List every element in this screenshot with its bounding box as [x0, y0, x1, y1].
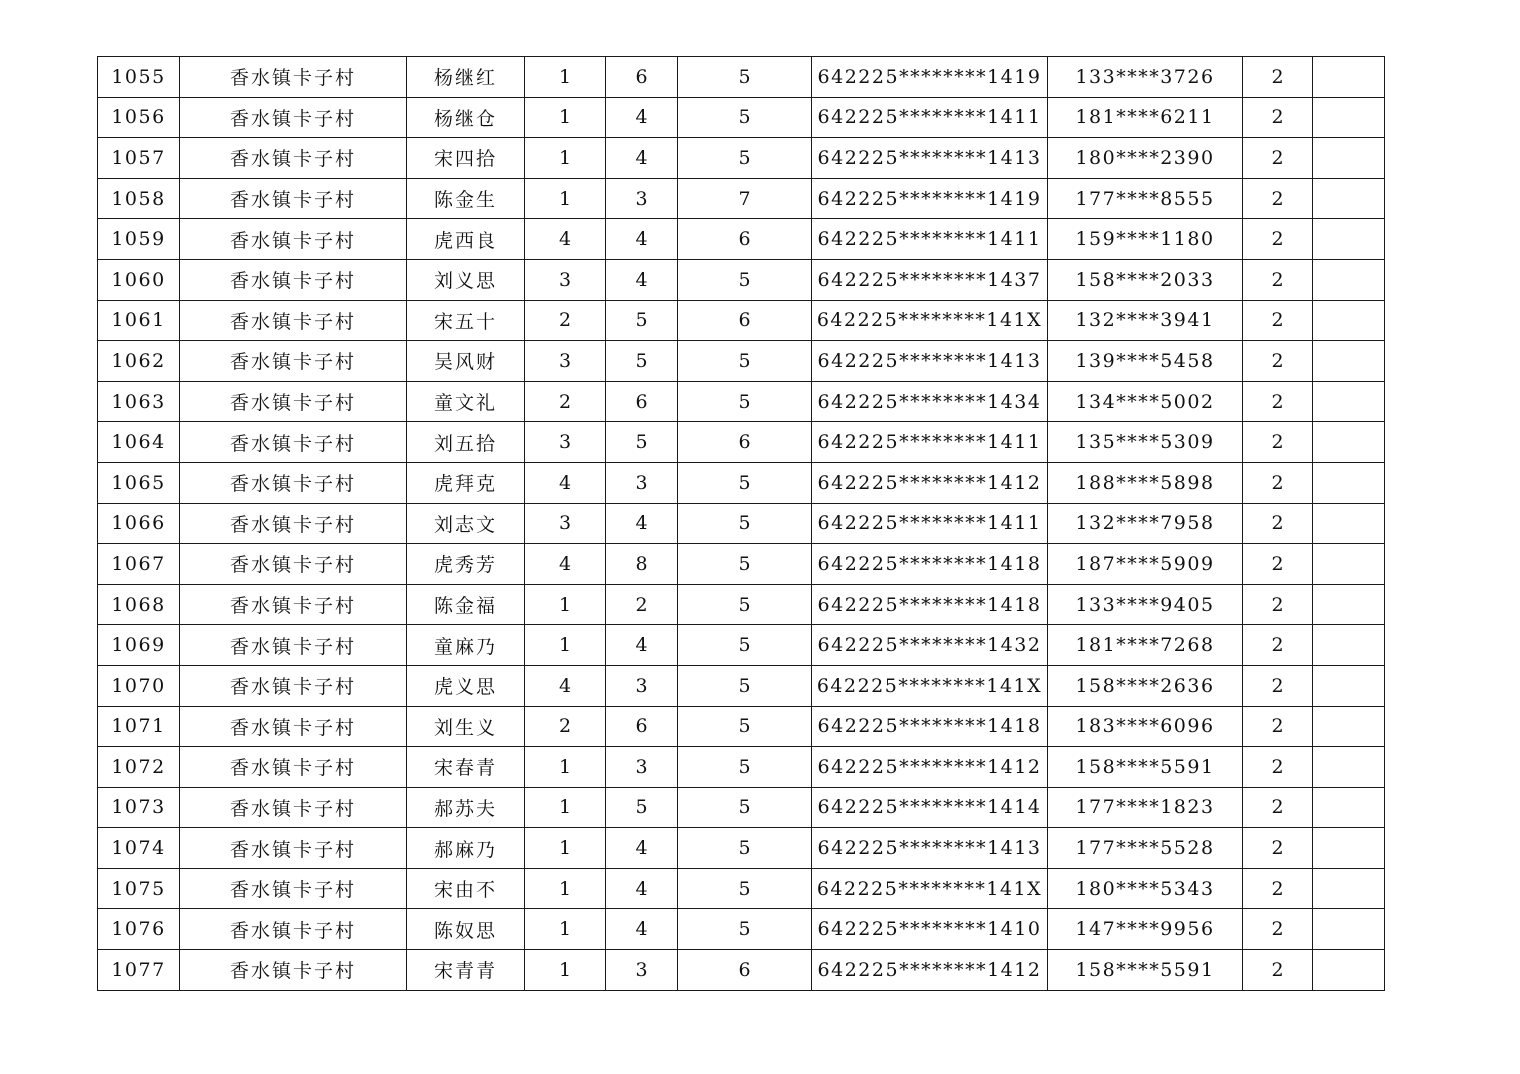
- type-cell: 2: [1243, 584, 1313, 625]
- id-number-cell: 642225********1419: [812, 57, 1048, 98]
- village-cell: 香水镇卡子村: [180, 909, 407, 950]
- village-cell: 香水镇卡子村: [180, 219, 407, 260]
- village-cell: 香水镇卡子村: [180, 950, 407, 991]
- phone-cell: 158****5591: [1048, 950, 1243, 991]
- phone-cell: 132****7958: [1048, 503, 1243, 544]
- name-cell: 宋青青: [407, 950, 525, 991]
- count-a-cell: 1: [525, 828, 606, 869]
- count-a-cell: 1: [525, 178, 606, 219]
- id-number-cell: 642225********141X: [812, 300, 1048, 341]
- phone-cell: 181****7268: [1048, 625, 1243, 666]
- count-b-cell: 5: [606, 300, 678, 341]
- name-cell: 虎拜克: [407, 462, 525, 503]
- village-cell: 香水镇卡子村: [180, 381, 407, 422]
- village-cell: 香水镇卡子村: [180, 138, 407, 179]
- id-number-cell: 642225********1413: [812, 341, 1048, 382]
- type-cell: 2: [1243, 422, 1313, 463]
- remark-cell: [1313, 381, 1385, 422]
- count-b-cell: 6: [606, 706, 678, 747]
- village-cell: 香水镇卡子村: [180, 57, 407, 98]
- remark-cell: [1313, 868, 1385, 909]
- count-c-cell: 5: [678, 341, 812, 382]
- village-cell: 香水镇卡子村: [180, 625, 407, 666]
- table-row: [98, 300, 1385, 341]
- count-c-cell: 5: [678, 625, 812, 666]
- table-row: [98, 219, 1385, 260]
- phone-cell: 188****5898: [1048, 462, 1243, 503]
- id-number-cell: 642225********1418: [812, 706, 1048, 747]
- name-cell: 刘志文: [407, 503, 525, 544]
- count-c-cell: 5: [678, 706, 812, 747]
- name-cell: 陈奴思: [407, 909, 525, 950]
- count-a-cell: 2: [525, 381, 606, 422]
- id-number-cell: 642225********1437: [812, 259, 1048, 300]
- id-number-cell: 642225********1418: [812, 544, 1048, 585]
- serial-number-cell: 1070: [98, 665, 180, 706]
- name-cell: 陈金福: [407, 584, 525, 625]
- type-cell: 2: [1243, 625, 1313, 666]
- village-cell: 香水镇卡子村: [180, 584, 407, 625]
- table-row: [98, 625, 1385, 666]
- serial-number-cell: 1063: [98, 381, 180, 422]
- name-cell: 刘生义: [407, 706, 525, 747]
- name-cell: 宋由不: [407, 868, 525, 909]
- count-a-cell: 1: [525, 584, 606, 625]
- table-row: [98, 706, 1385, 747]
- count-b-cell: 3: [606, 462, 678, 503]
- count-a-cell: 1: [525, 909, 606, 950]
- count-b-cell: 5: [606, 787, 678, 828]
- phone-cell: 177****5528: [1048, 828, 1243, 869]
- name-cell: 虎秀芳: [407, 544, 525, 585]
- village-cell: 香水镇卡子村: [180, 422, 407, 463]
- remark-cell: [1313, 259, 1385, 300]
- count-c-cell: 5: [678, 584, 812, 625]
- id-number-cell: 642225********1410: [812, 909, 1048, 950]
- count-c-cell: 6: [678, 219, 812, 260]
- name-cell: 虎西良: [407, 219, 525, 260]
- name-cell: 杨继红: [407, 57, 525, 98]
- count-c-cell: 6: [678, 422, 812, 463]
- count-b-cell: 5: [606, 341, 678, 382]
- serial-number-cell: 1060: [98, 259, 180, 300]
- id-number-cell: 642225********1414: [812, 787, 1048, 828]
- count-c-cell: 5: [678, 909, 812, 950]
- village-cell: 香水镇卡子村: [180, 178, 407, 219]
- count-c-cell: 5: [678, 259, 812, 300]
- count-a-cell: 1: [525, 787, 606, 828]
- remark-cell: [1313, 665, 1385, 706]
- phone-cell: 180****5343: [1048, 868, 1243, 909]
- serial-number-cell: 1072: [98, 747, 180, 788]
- phone-cell: 133****3726: [1048, 57, 1243, 98]
- village-cell: 香水镇卡子村: [180, 341, 407, 382]
- remark-cell: [1313, 625, 1385, 666]
- count-c-cell: 5: [678, 503, 812, 544]
- phone-cell: 180****2390: [1048, 138, 1243, 179]
- serial-number-cell: 1073: [98, 787, 180, 828]
- count-b-cell: 4: [606, 868, 678, 909]
- serial-number-cell: 1061: [98, 300, 180, 341]
- type-cell: 2: [1243, 57, 1313, 98]
- serial-number-cell: 1059: [98, 219, 180, 260]
- type-cell: 2: [1243, 219, 1313, 260]
- table-row: [98, 422, 1385, 463]
- table-row: [98, 178, 1385, 219]
- table-row: [98, 787, 1385, 828]
- id-number-cell: 642225********1411: [812, 219, 1048, 260]
- count-a-cell: 2: [525, 706, 606, 747]
- type-cell: 2: [1243, 138, 1313, 179]
- count-b-cell: 5: [606, 422, 678, 463]
- serial-number-cell: 1058: [98, 178, 180, 219]
- remark-cell: [1313, 747, 1385, 788]
- table-row: [98, 462, 1385, 503]
- table-row: [98, 828, 1385, 869]
- id-number-cell: 642225********1411: [812, 97, 1048, 138]
- phone-cell: 147****9956: [1048, 909, 1243, 950]
- remark-cell: [1313, 584, 1385, 625]
- serial-number-cell: 1055: [98, 57, 180, 98]
- count-c-cell: 5: [678, 97, 812, 138]
- count-b-cell: 4: [606, 828, 678, 869]
- type-cell: 2: [1243, 909, 1313, 950]
- type-cell: 2: [1243, 787, 1313, 828]
- remark-cell: [1313, 909, 1385, 950]
- table-row: [98, 341, 1385, 382]
- count-a-cell: 1: [525, 97, 606, 138]
- phone-cell: 158****5591: [1048, 747, 1243, 788]
- serial-number-cell: 1064: [98, 422, 180, 463]
- id-number-cell: 642225********141X: [812, 665, 1048, 706]
- count-c-cell: 6: [678, 300, 812, 341]
- count-b-cell: 4: [606, 97, 678, 138]
- id-number-cell: 642225********141X: [812, 868, 1048, 909]
- count-b-cell: 4: [606, 625, 678, 666]
- phone-cell: 134****5002: [1048, 381, 1243, 422]
- type-cell: 2: [1243, 300, 1313, 341]
- village-cell: 香水镇卡子村: [180, 868, 407, 909]
- type-cell: 2: [1243, 950, 1313, 991]
- count-a-cell: 1: [525, 138, 606, 179]
- village-cell: 香水镇卡子村: [180, 665, 407, 706]
- count-a-cell: 1: [525, 950, 606, 991]
- name-cell: 陈金生: [407, 178, 525, 219]
- remark-cell: [1313, 787, 1385, 828]
- type-cell: 2: [1243, 462, 1313, 503]
- phone-cell: 139****5458: [1048, 341, 1243, 382]
- phone-cell: 183****6096: [1048, 706, 1243, 747]
- name-cell: 杨继仓: [407, 97, 525, 138]
- name-cell: 童文礼: [407, 381, 525, 422]
- name-cell: 刘义思: [407, 259, 525, 300]
- count-b-cell: 6: [606, 381, 678, 422]
- phone-cell: 177****8555: [1048, 178, 1243, 219]
- table-row: [98, 950, 1385, 991]
- type-cell: 2: [1243, 97, 1313, 138]
- count-b-cell: 3: [606, 950, 678, 991]
- count-a-cell: 3: [525, 422, 606, 463]
- count-c-cell: 5: [678, 381, 812, 422]
- count-b-cell: 8: [606, 544, 678, 585]
- remark-cell: [1313, 503, 1385, 544]
- name-cell: 虎义思: [407, 665, 525, 706]
- type-cell: 2: [1243, 259, 1313, 300]
- type-cell: 2: [1243, 868, 1313, 909]
- village-cell: 香水镇卡子村: [180, 97, 407, 138]
- name-cell: 刘五拾: [407, 422, 525, 463]
- count-c-cell: 6: [678, 950, 812, 991]
- phone-cell: 158****2636: [1048, 665, 1243, 706]
- type-cell: 2: [1243, 706, 1313, 747]
- count-a-cell: 3: [525, 503, 606, 544]
- remark-cell: [1313, 300, 1385, 341]
- count-b-cell: 4: [606, 219, 678, 260]
- remark-cell: [1313, 828, 1385, 869]
- name-cell: 宋春青: [407, 747, 525, 788]
- phone-cell: 158****2033: [1048, 259, 1243, 300]
- phone-cell: 159****1180: [1048, 219, 1243, 260]
- table-row: [98, 584, 1385, 625]
- id-number-cell: 642225********1418: [812, 584, 1048, 625]
- village-cell: 香水镇卡子村: [180, 747, 407, 788]
- count-b-cell: 4: [606, 259, 678, 300]
- remark-cell: [1313, 544, 1385, 585]
- count-a-cell: 3: [525, 259, 606, 300]
- serial-number-cell: 1074: [98, 828, 180, 869]
- count-a-cell: 4: [525, 219, 606, 260]
- id-number-cell: 642225********1412: [812, 462, 1048, 503]
- village-cell: 香水镇卡子村: [180, 462, 407, 503]
- count-b-cell: 3: [606, 178, 678, 219]
- remark-cell: [1313, 950, 1385, 991]
- type-cell: 2: [1243, 747, 1313, 788]
- count-c-cell: 5: [678, 787, 812, 828]
- name-cell: 郝麻乃: [407, 828, 525, 869]
- id-number-cell: 642225********1411: [812, 503, 1048, 544]
- count-b-cell: 4: [606, 909, 678, 950]
- serial-number-cell: 1068: [98, 584, 180, 625]
- phone-cell: 181****6211: [1048, 97, 1243, 138]
- count-a-cell: 4: [525, 544, 606, 585]
- count-c-cell: 5: [678, 138, 812, 179]
- id-number-cell: 642225********1412: [812, 950, 1048, 991]
- table-row: [98, 909, 1385, 950]
- table-row: [98, 747, 1385, 788]
- village-cell: 香水镇卡子村: [180, 300, 407, 341]
- table-row: [98, 138, 1385, 179]
- count-c-cell: 5: [678, 665, 812, 706]
- count-a-cell: 4: [525, 665, 606, 706]
- village-cell: 香水镇卡子村: [180, 503, 407, 544]
- village-cell: 香水镇卡子村: [180, 706, 407, 747]
- serial-number-cell: 1056: [98, 97, 180, 138]
- id-number-cell: 642225********1411: [812, 422, 1048, 463]
- count-b-cell: 3: [606, 665, 678, 706]
- remark-cell: [1313, 57, 1385, 98]
- remark-cell: [1313, 706, 1385, 747]
- village-cell: 香水镇卡子村: [180, 828, 407, 869]
- table-row: [98, 57, 1385, 98]
- table-row: [98, 97, 1385, 138]
- remark-cell: [1313, 97, 1385, 138]
- table-row: [98, 665, 1385, 706]
- count-c-cell: 5: [678, 462, 812, 503]
- serial-number-cell: 1066: [98, 503, 180, 544]
- phone-cell: 177****1823: [1048, 787, 1243, 828]
- serial-number-cell: 1057: [98, 138, 180, 179]
- phone-cell: 132****3941: [1048, 300, 1243, 341]
- count-c-cell: 5: [678, 544, 812, 585]
- serial-number-cell: 1071: [98, 706, 180, 747]
- type-cell: 2: [1243, 178, 1313, 219]
- id-number-cell: 642225********1412: [812, 747, 1048, 788]
- serial-number-cell: 1069: [98, 625, 180, 666]
- name-cell: 宋四拾: [407, 138, 525, 179]
- serial-number-cell: 1075: [98, 868, 180, 909]
- id-number-cell: 642225********1419: [812, 178, 1048, 219]
- name-cell: 宋五十: [407, 300, 525, 341]
- serial-number-cell: 1076: [98, 909, 180, 950]
- remark-cell: [1313, 178, 1385, 219]
- count-a-cell: 1: [525, 747, 606, 788]
- serial-number-cell: 1077: [98, 950, 180, 991]
- remark-cell: [1313, 462, 1385, 503]
- count-b-cell: 4: [606, 503, 678, 544]
- type-cell: 2: [1243, 828, 1313, 869]
- count-c-cell: 5: [678, 57, 812, 98]
- serial-number-cell: 1062: [98, 341, 180, 382]
- phone-cell: 135****5309: [1048, 422, 1243, 463]
- count-c-cell: 5: [678, 747, 812, 788]
- count-a-cell: 3: [525, 341, 606, 382]
- count-a-cell: 1: [525, 57, 606, 98]
- name-cell: 吴风财: [407, 341, 525, 382]
- count-c-cell: 5: [678, 868, 812, 909]
- village-cell: 香水镇卡子村: [180, 787, 407, 828]
- type-cell: 2: [1243, 665, 1313, 706]
- serial-number-cell: 1067: [98, 544, 180, 585]
- remark-cell: [1313, 219, 1385, 260]
- count-b-cell: 2: [606, 584, 678, 625]
- village-cell: 香水镇卡子村: [180, 544, 407, 585]
- name-cell: 郝苏夫: [407, 787, 525, 828]
- count-b-cell: 6: [606, 57, 678, 98]
- count-a-cell: 4: [525, 462, 606, 503]
- table-row: [98, 259, 1385, 300]
- table-row: [98, 381, 1385, 422]
- id-number-cell: 642225********1434: [812, 381, 1048, 422]
- id-number-cell: 642225********1413: [812, 828, 1048, 869]
- count-c-cell: 7: [678, 178, 812, 219]
- id-number-cell: 642225********1432: [812, 625, 1048, 666]
- count-b-cell: 3: [606, 747, 678, 788]
- table-body: [98, 57, 1385, 991]
- type-cell: 2: [1243, 544, 1313, 585]
- phone-cell: 133****9405: [1048, 584, 1243, 625]
- serial-number-cell: 1065: [98, 462, 180, 503]
- table-row: [98, 544, 1385, 585]
- remark-cell: [1313, 138, 1385, 179]
- remark-cell: [1313, 422, 1385, 463]
- remark-cell: [1313, 341, 1385, 382]
- type-cell: 2: [1243, 341, 1313, 382]
- count-c-cell: 5: [678, 828, 812, 869]
- name-cell: 童麻乃: [407, 625, 525, 666]
- count-b-cell: 4: [606, 138, 678, 179]
- id-number-cell: 642225********1413: [812, 138, 1048, 179]
- count-a-cell: 1: [525, 868, 606, 909]
- type-cell: 2: [1243, 381, 1313, 422]
- count-a-cell: 2: [525, 300, 606, 341]
- village-cell: 香水镇卡子村: [180, 259, 407, 300]
- type-cell: 2: [1243, 503, 1313, 544]
- data-table: [97, 56, 1385, 991]
- count-a-cell: 1: [525, 625, 606, 666]
- table-row: [98, 868, 1385, 909]
- table-row: [98, 503, 1385, 544]
- phone-cell: 187****5909: [1048, 544, 1243, 585]
